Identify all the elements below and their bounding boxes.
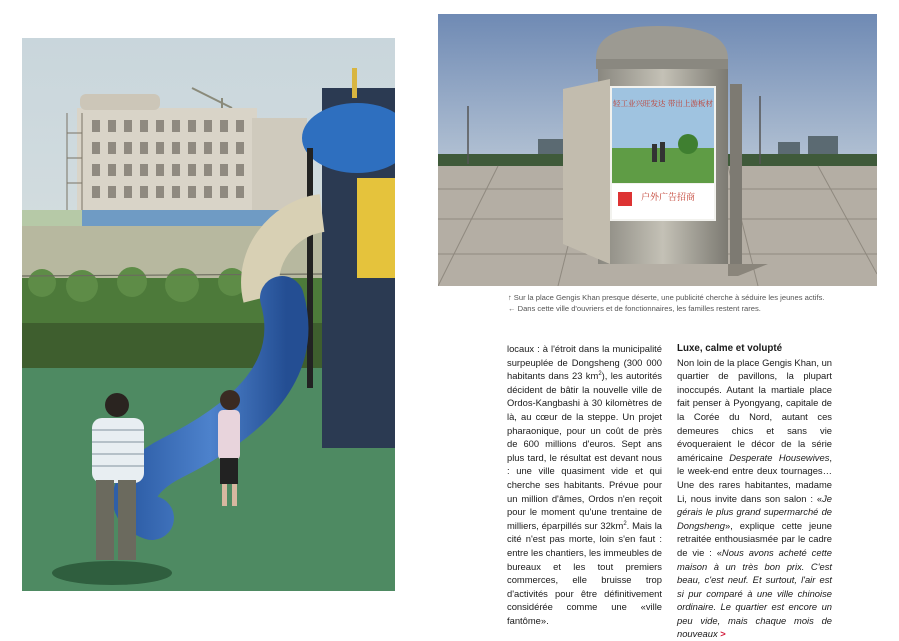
column2-text-part1: Non loin de la place Gengis Khan, un quartier de pavillons, la plupart inoccupés. Autant la martiale place fait penser à Pyongyang, capitale de la Corée du Nord, autant ces demeures chics et sans vie évoqueraient le décor de la série américaine xyxy=(677,356,832,463)
series-title: Desperate Housewives xyxy=(729,451,830,463)
section-heading: Luxe, calme et volupté xyxy=(677,343,783,354)
caption-left xyxy=(508,304,848,315)
column2-text-part3: », explique cette jeune retraitée enthousiasmée par le cadre de vie : « xyxy=(677,519,832,558)
article-paragraph xyxy=(507,342,662,627)
photo-captions xyxy=(508,293,848,314)
column1-text-part1: locaux : à l'étroit dans la municipalité surpeuplée de Dongsheng (300 000 habitants dans 23 km xyxy=(507,343,662,382)
caption-top xyxy=(508,293,848,304)
article-column-2 xyxy=(677,342,832,641)
billboard-illustration xyxy=(438,14,877,286)
column1-text-part2: ), les autorités décident de bâtir la nouvelle ville de Ordos-Kangbashi à 30 kilomètres de là, au cœur de la steppe. Un projet pharaonique, pour un coût de près de 600 millions d'euros. Sept ans plus tard, le résultat est devant nous : une ville quasiment vide et qui cherche ses habitants. Prévue pour un million d'âmes, Ordos n'en reçoit pour le moment qu'une trentaine de milliers, éparpillés sur 32km xyxy=(507,370,662,531)
billboard-slogan: 轻工业兴旺发达 带出上游板材 xyxy=(613,99,713,108)
superscript: 2 xyxy=(598,371,602,378)
column1-text-part3: . Mais la cité n'est pas morte, loin s'en faut : entre les chantiers, les immeubles de bureaux et les tout premiers commerces, elle bruisse trop d'activités pour être définitivement considérée comme une «ville fantôme». xyxy=(507,519,662,626)
billboard-photo xyxy=(438,14,877,286)
playground-photo xyxy=(22,38,395,591)
arrow-left-icon: ← xyxy=(508,303,516,313)
playground-illustration xyxy=(22,38,395,591)
column2-text-part2: , le week-end entre deux tournages… Une des rares habitantes, madame Li, nous invite dans son salon : « xyxy=(677,451,832,504)
caption-top-text: Sur la place Gengis Khan presque déserte, une publicité cherche à séduire les jeunes actifs. xyxy=(513,293,825,302)
continue-arrow-icon[interactable]: > xyxy=(720,628,726,640)
article-paragraph xyxy=(677,356,832,641)
quote-1: Je gérais le plus grand supermarché de Dongsheng xyxy=(677,492,832,531)
superscript: 2 xyxy=(623,520,627,527)
caption-left-text: Dans cette ville d'ouvriers et de fonctionnaires, les familles restent rares. xyxy=(517,303,761,313)
quote-2: Nous avons acheté cette maison à un très bon prix. C'est beau, c'est neuf. Et surtout, l'air est si pur comparé à une ville chinoise ordinaire. Le quartier est encore un peu vide, mais chaque mois de nouveaux xyxy=(677,546,832,640)
article-column-1 xyxy=(507,342,662,627)
arrow-up-icon: ↑ xyxy=(508,293,512,302)
billboard-ad-text: 户外广告招商 xyxy=(640,193,696,203)
